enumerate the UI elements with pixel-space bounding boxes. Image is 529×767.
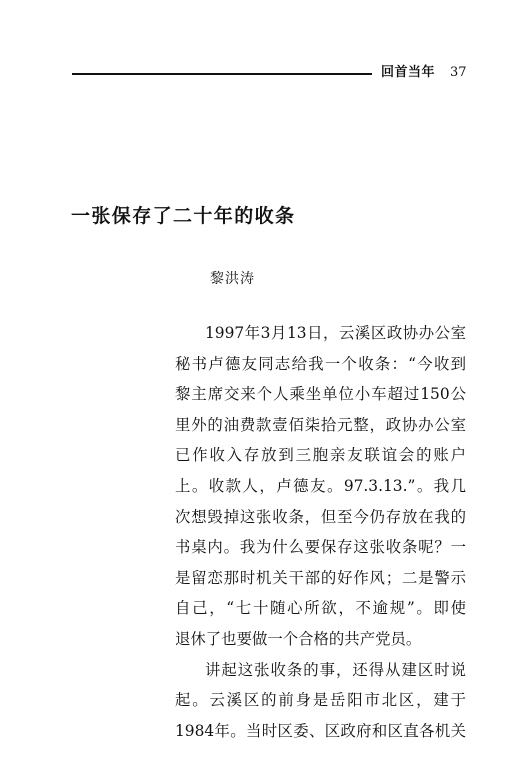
article-author: 黎洪涛 (210, 271, 255, 287)
body-line: 讲起这张收条的事，还得从建区时说 (205, 660, 466, 679)
body-line: 退休了也要做一个合格的共产党员。 (175, 629, 422, 648)
running-header-title: 回首当年 (381, 65, 436, 80)
body-line: 1984年。当时区委、区政府和区直各机关 (175, 721, 466, 740)
body-line: 次想毁掉这张收条，但至今仍存放在我的 (175, 507, 466, 526)
body-line: 里外的油费款壹佰柒拾元整，政协办公室 (175, 415, 466, 434)
body-line: 已作收入存放到三胞亲友联谊会的账户 (175, 446, 466, 465)
body-line: 上。收款人，卢德友。97.3.13.”。我几 (175, 476, 466, 495)
article-title: 一张保存了二十年的收条 (71, 205, 296, 227)
body-line: 书桌内。我为什么要保存这张收条呢？一 (175, 538, 466, 557)
body-line: 起。云溪区的前身是岳阳市北区，建于 (175, 691, 466, 710)
article-body (175, 318, 466, 746)
body-line: 黎主席交来个人乘坐单位小车超过150公 (175, 385, 466, 404)
body-line: 秘书卢德友同志给我一个收条：“今收到 (175, 354, 466, 373)
body-line: 1997年3月13日，云溪区政协办公室 (205, 324, 466, 342)
page-number: 37 (450, 65, 467, 80)
body-line: 是留恋那时机关干部的好作风；二是警示 (175, 568, 466, 587)
body-line: 自己，“七十随心所欲，不逾规”。即使 (175, 599, 466, 618)
header-rule (72, 73, 372, 75)
